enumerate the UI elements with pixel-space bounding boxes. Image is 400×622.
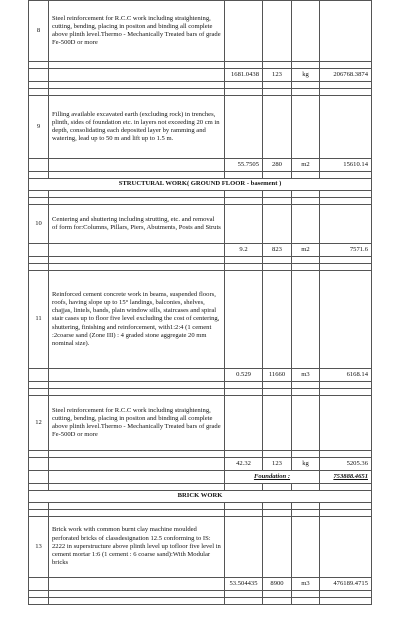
item-rate: 11660 <box>263 369 292 382</box>
item-unit: m3 <box>292 369 320 382</box>
item-row <box>29 1 372 62</box>
item-unit: m2 <box>292 159 320 172</box>
item-amount: 476189.4715 <box>320 578 372 591</box>
item-quantity-row <box>29 578 372 591</box>
item-number: 12 <box>29 396 49 451</box>
item-row <box>29 96 372 159</box>
item-qty: 1681.0438 <box>225 69 263 82</box>
subtotal-label: Foundation : <box>225 471 320 484</box>
section-title: BRICK WORK <box>29 491 372 503</box>
item-amount: 206768.3874 <box>320 69 372 82</box>
section-header <box>29 179 372 191</box>
item-amount: 7571.6 <box>320 244 372 257</box>
section-header <box>29 491 372 503</box>
section-title: STRUCTURAL WORK( GROUND FLOOR - basement ) <box>29 179 372 191</box>
item-description: Filling available excavated earth (excluding rock) in trenches, plinth, sides of foundation etc. in layers not exceeding 20 cm in depth, consolidating each deposited layer by ramming and watering, lead up to 50 m and lift up to 1.5 m. <box>49 96 225 159</box>
item-amount: 15610.14 <box>320 159 372 172</box>
item-number: 13 <box>29 517 49 578</box>
item-rate: 8900 <box>263 578 292 591</box>
item-number: 8 <box>29 1 49 62</box>
item-rate: 123 <box>263 69 292 82</box>
item-row <box>29 271 372 369</box>
item-row <box>29 396 372 451</box>
item-description: Reinforced cement concrete work in beams, suspended floors, roofs, having slope up to 15° landings, balconies, shelves, chajjas, lintels, bands, plain window sills, staircases and spiral stair cases up to floor five level excluding the cost of centering, shuttering, finishing and reinforcement, with1:2:4 (1 cement :2coarse sand (Zone III) : 4 graded stone aggregate 20 mm nominal size). <box>49 271 225 369</box>
item-unit: kg <box>292 458 320 471</box>
item-qty: 53.504435 <box>225 578 263 591</box>
item-unit: kg <box>292 69 320 82</box>
item-rate: 123 <box>263 458 292 471</box>
subtotal-row <box>29 471 372 484</box>
item-amount: 6168.14 <box>320 369 372 382</box>
item-description: Brick work with common burnt clay machine moulded perforated bricks of classdesignation 12.5 conforming to IS: 2222 in superstructure above plinth level up tofloor five level in cement mortar 1:6 (1 cement : 6 coarse sand):With Modular bricks <box>49 517 225 578</box>
item-quantity-row <box>29 244 372 257</box>
item-row <box>29 517 372 578</box>
item-qty: 0.529 <box>225 369 263 382</box>
item-amount: 5205.36 <box>320 458 372 471</box>
item-number: 11 <box>29 271 49 369</box>
item-description: Centering and shuttering including strutting, etc. and removal of form for:Columns, Pillars, Piers, Abutments, Posts and Struts <box>49 205 225 244</box>
item-quantity-row <box>29 159 372 172</box>
item-qty: 55.7505 <box>225 159 263 172</box>
item-number: 10 <box>29 205 49 244</box>
boq-sheet <box>28 0 371 605</box>
item-quantity-row <box>29 369 372 382</box>
item-quantity-row <box>29 458 372 471</box>
item-unit: m2 <box>292 244 320 257</box>
item-description: Steel reinforcement for R.C.C work including straightening, cutting, bending, placing in positon and binding all complete above plinth level.Thermo - Mechanically Treated bars of grade Fe-500D or more <box>49 396 225 451</box>
item-rate: 280 <box>263 159 292 172</box>
item-unit: m3 <box>292 578 320 591</box>
item-qty: 9.2 <box>225 244 263 257</box>
boq-table <box>28 0 372 605</box>
item-row <box>29 205 372 244</box>
item-number: 9 <box>29 96 49 159</box>
item-qty: 42.32 <box>225 458 263 471</box>
subtotal-value: 753888.4651 <box>320 471 372 484</box>
item-rate: 823 <box>263 244 292 257</box>
item-quantity-row <box>29 69 372 82</box>
item-description: Steel reinforcement for R.C.C work including straightening, cutting, bending, placing in positon and binding all complete above plinth level.Thermo - Mechanically Treated bars of grade Fe-500D or more <box>49 1 225 62</box>
